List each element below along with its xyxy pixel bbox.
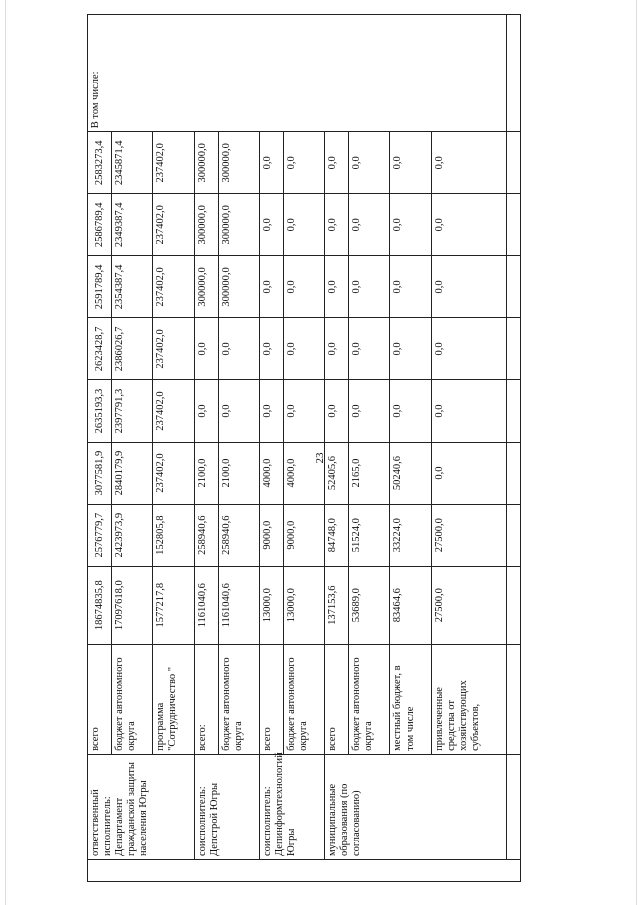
strip-cell: [507, 15, 521, 132]
value-cell: 2345871,4: [112, 132, 153, 194]
value-cell: 300000,0: [218, 194, 259, 256]
value-cell: 2165,0: [349, 442, 390, 504]
value-cell: 9000,0: [283, 504, 324, 566]
value-cell: 4000,0: [259, 442, 283, 504]
value-cell: 27500,0: [431, 566, 506, 644]
value-cell: 0,0: [283, 318, 324, 380]
value-cell: 18674835,8: [88, 566, 112, 644]
value-cell: 3077581,9: [88, 442, 112, 504]
value-cell: 0,0: [259, 194, 283, 256]
strip-cell: [507, 380, 521, 442]
value-cell: 13000,0: [259, 566, 283, 644]
strip-cell: [507, 754, 521, 859]
value-cell: 0,0: [325, 132, 349, 194]
value-cell: 0,0: [431, 318, 506, 380]
value-cell: 0,0: [283, 194, 324, 256]
executor-cell: соисполнитель: Депстрой Югры: [194, 754, 259, 859]
table-row: [112, 15, 153, 882]
value-cell: 27500,0: [431, 504, 506, 566]
value-cell: 0,0: [194, 318, 218, 380]
value-cell: 2349387,4: [112, 194, 153, 256]
value-cell: 1161040,6: [218, 566, 259, 644]
funding-source-cell: бюджет автономного округа: [349, 644, 390, 754]
funding-source-cell: бюджет автономного округа: [283, 644, 324, 754]
value-cell: 2635193,3: [88, 380, 112, 442]
value-cell: 50240,6: [390, 442, 431, 504]
strip-cell: [507, 504, 521, 566]
table-row: [259, 15, 283, 882]
blank-column-cell: [88, 859, 521, 881]
value-cell: 0,0: [218, 318, 259, 380]
scan-edge-left: [5, 0, 6, 905]
value-cell: 0,0: [259, 256, 283, 318]
table-row: [349, 15, 390, 882]
value-cell: 2591789,4: [88, 256, 112, 318]
value-cell: 0,0: [349, 380, 390, 442]
value-cell: 0,0: [431, 194, 506, 256]
value-cell: 53689,0: [349, 566, 390, 644]
strip-cell: [507, 256, 521, 318]
value-cell: 0,0: [390, 194, 431, 256]
value-cell: 2354387,4: [112, 256, 153, 318]
table-row: [194, 15, 218, 882]
value-cell: 0,0: [390, 380, 431, 442]
value-cell: 237402,0: [153, 442, 194, 504]
value-cell: 51524,0: [349, 504, 390, 566]
executor-cell: ответственный исполнитель: Департамент гражданской защиты населения Югры: [88, 754, 195, 859]
value-cell: 237402,0: [153, 256, 194, 318]
value-cell: 0,0: [431, 442, 506, 504]
value-cell: 0,0: [259, 380, 283, 442]
value-cell: 13000,0: [283, 566, 324, 644]
value-cell: 137153,6: [325, 566, 349, 644]
table-row: [153, 15, 194, 882]
rotated-table-container: [87, 14, 521, 882]
value-cell: 2586789,4: [88, 194, 112, 256]
value-cell: 17097618,0: [112, 566, 153, 644]
value-cell: 300000,0: [194, 194, 218, 256]
value-cell: 0,0: [194, 380, 218, 442]
strip-cell: [507, 318, 521, 380]
value-cell: 0,0: [349, 194, 390, 256]
value-cell: 0,0: [283, 380, 324, 442]
value-cell: 0,0: [390, 132, 431, 194]
funding-source-cell: всего: [325, 644, 349, 754]
value-cell: 152805,8: [153, 504, 194, 566]
scan-edge-right: [636, 0, 637, 905]
value-cell: 9000,0: [259, 504, 283, 566]
value-cell: 300000,0: [218, 256, 259, 318]
value-cell: 2100,0: [218, 442, 259, 504]
value-cell: 0,0: [349, 318, 390, 380]
value-cell: 83464,6: [390, 566, 431, 644]
value-cell: 300000,0: [218, 132, 259, 194]
executor-cell: муниципальные образования (по согласованию): [325, 754, 507, 859]
table-row: [218, 15, 259, 882]
strip-cell: [507, 132, 521, 194]
strip-cell: [507, 194, 521, 256]
value-cell: 0,0: [283, 132, 324, 194]
value-cell: 0,0: [349, 132, 390, 194]
funding-source-cell: всего:: [194, 644, 218, 754]
value-cell: 300000,0: [194, 256, 218, 318]
value-cell: 1577217,8: [153, 566, 194, 644]
value-cell: 2386026,7: [112, 318, 153, 380]
table-row: [431, 15, 506, 882]
strip-cell: [507, 566, 521, 644]
value-cell: 0,0: [325, 380, 349, 442]
value-cell: 0,0: [390, 318, 431, 380]
table-row: [283, 15, 324, 882]
value-cell: 4000,0: [283, 442, 324, 504]
funding-source-cell: местный бюджет, в том числе: [390, 644, 431, 754]
table-row: [325, 15, 349, 882]
value-cell: 2576779,7: [88, 504, 112, 566]
value-cell: 0,0: [431, 380, 506, 442]
table-body: [88, 15, 521, 882]
page-number: 23: [314, 452, 326, 464]
funding-source-cell: программа "Сотрудничество ": [153, 644, 194, 754]
value-cell: 33224,0: [390, 504, 431, 566]
value-cell: 1161040,6: [194, 566, 218, 644]
value-cell: 237402,0: [153, 132, 194, 194]
funding-source-cell: привлеченные средства от хозяйствующих субъектов,: [431, 644, 506, 754]
value-cell: 52405,6: [325, 442, 349, 504]
executor-cell: соисполнитель: Депинформтехнологий Югры: [259, 754, 324, 859]
table-row: [390, 15, 431, 882]
value-cell: 2583273,4: [88, 132, 112, 194]
value-cell: 237402,0: [153, 380, 194, 442]
value-cell: 0,0: [259, 132, 283, 194]
funding-source-cell: всего: [88, 644, 112, 754]
value-cell: 237402,0: [153, 194, 194, 256]
value-cell: 2100,0: [194, 442, 218, 504]
value-cell: 2840179,9: [112, 442, 153, 504]
value-cell: 2623428,7: [88, 318, 112, 380]
intro-label-cell: В том числе:: [88, 15, 507, 132]
value-cell: 0,0: [431, 256, 506, 318]
value-cell: 0,0: [431, 132, 506, 194]
value-cell: 0,0: [390, 256, 431, 318]
funding-source-cell: бюджет автономного округа: [218, 644, 259, 754]
value-cell: 237402,0: [153, 318, 194, 380]
value-cell: 0,0: [325, 318, 349, 380]
value-cell: 258940,6: [218, 504, 259, 566]
value-cell: 0,0: [218, 380, 259, 442]
value-cell: 0,0: [325, 194, 349, 256]
value-cell: 0,0: [349, 256, 390, 318]
strip-cell: [507, 442, 521, 504]
funding-source-cell: бюджет автономного округа: [112, 644, 153, 754]
value-cell: 0,0: [325, 256, 349, 318]
value-cell: 2423973,9: [112, 504, 153, 566]
value-cell: 300000,0: [194, 132, 218, 194]
funding-table: [87, 14, 521, 882]
funding-source-cell: всего: [259, 644, 283, 754]
value-cell: 0,0: [283, 256, 324, 318]
value-cell: 2397791,3: [112, 380, 153, 442]
strip-cell: [507, 644, 521, 754]
value-cell: 258940,6: [194, 504, 218, 566]
table-row: [88, 15, 112, 882]
value-cell: 0,0: [259, 318, 283, 380]
value-cell: 84748,0: [325, 504, 349, 566]
bottom-strip-row: [507, 15, 521, 882]
